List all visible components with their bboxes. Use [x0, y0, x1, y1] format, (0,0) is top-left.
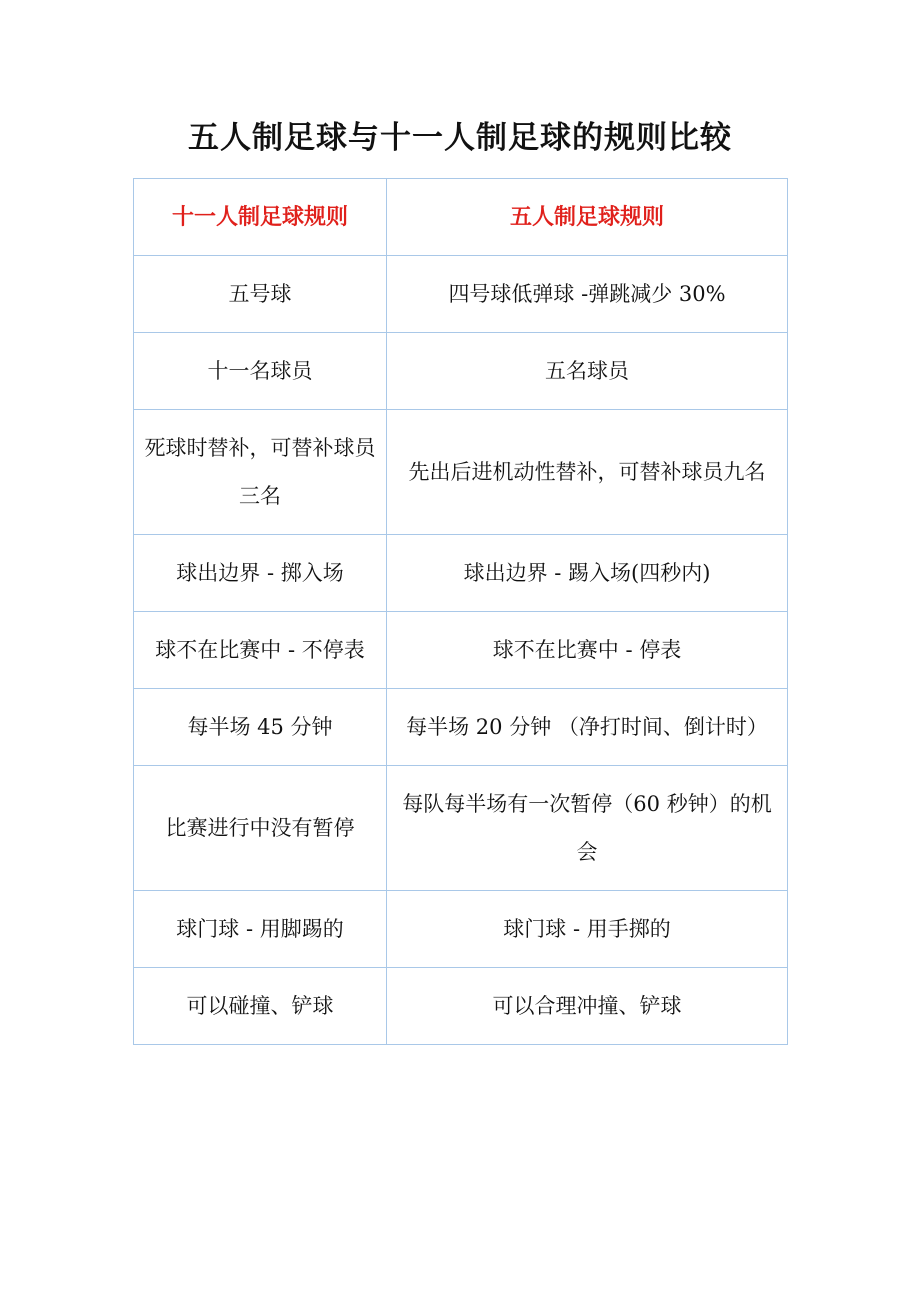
header-five-a-side: 五人制足球规则: [387, 179, 788, 256]
cell-five-a-side: 每队每半场有一次暂停（60 秒钟）的机会: [387, 766, 788, 891]
cell-eleven-a-side: 每半场 45 分钟: [134, 689, 387, 766]
cell-eleven-a-side: 球门球 - 用脚踢的: [134, 891, 387, 968]
page-title: 五人制足球与十一人制足球的规则比较: [188, 120, 732, 156]
table-row: [134, 410, 788, 535]
table-row: [134, 256, 788, 333]
table-row: [134, 535, 788, 612]
cell-eleven-a-side: 五号球: [134, 256, 387, 333]
table-row: [134, 891, 788, 968]
cell-five-a-side: 球出边界 - 踢入场(四秒内): [387, 535, 788, 612]
cell-eleven-a-side: 十一名球员: [134, 333, 387, 410]
cell-eleven-a-side: 死球时替补，可替补球员三名: [134, 410, 387, 535]
cell-eleven-a-side: 可以碰撞、铲球: [134, 968, 387, 1045]
cell-five-a-side: 球门球 - 用手掷的: [387, 891, 788, 968]
table-row: [134, 689, 788, 766]
table-row: [134, 333, 788, 410]
cell-five-a-side: 每半场 20 分钟 （净打时间、倒计时）: [387, 689, 788, 766]
cell-five-a-side: 可以合理冲撞、铲球: [387, 968, 788, 1045]
cell-eleven-a-side: 球出边界 - 掷入场: [134, 535, 387, 612]
table-row: [134, 612, 788, 689]
table-header-row: [134, 179, 788, 256]
cell-five-a-side: 四号球低弹球 -弹跳减少 30%: [387, 256, 788, 333]
table-row: [134, 968, 788, 1045]
table-row: [134, 766, 788, 891]
header-eleven-a-side: 十一人制足球规则: [134, 179, 387, 256]
cell-five-a-side: 五名球员: [387, 333, 788, 410]
cell-eleven-a-side: 球不在比赛中 - 不停表: [134, 612, 387, 689]
cell-five-a-side: 球不在比赛中 - 停表: [387, 612, 788, 689]
rules-comparison-table: [133, 178, 788, 1045]
cell-eleven-a-side: 比赛进行中没有暂停: [134, 766, 387, 891]
cell-five-a-side: 先出后进机动性替补，可替补球员九名: [387, 410, 788, 535]
